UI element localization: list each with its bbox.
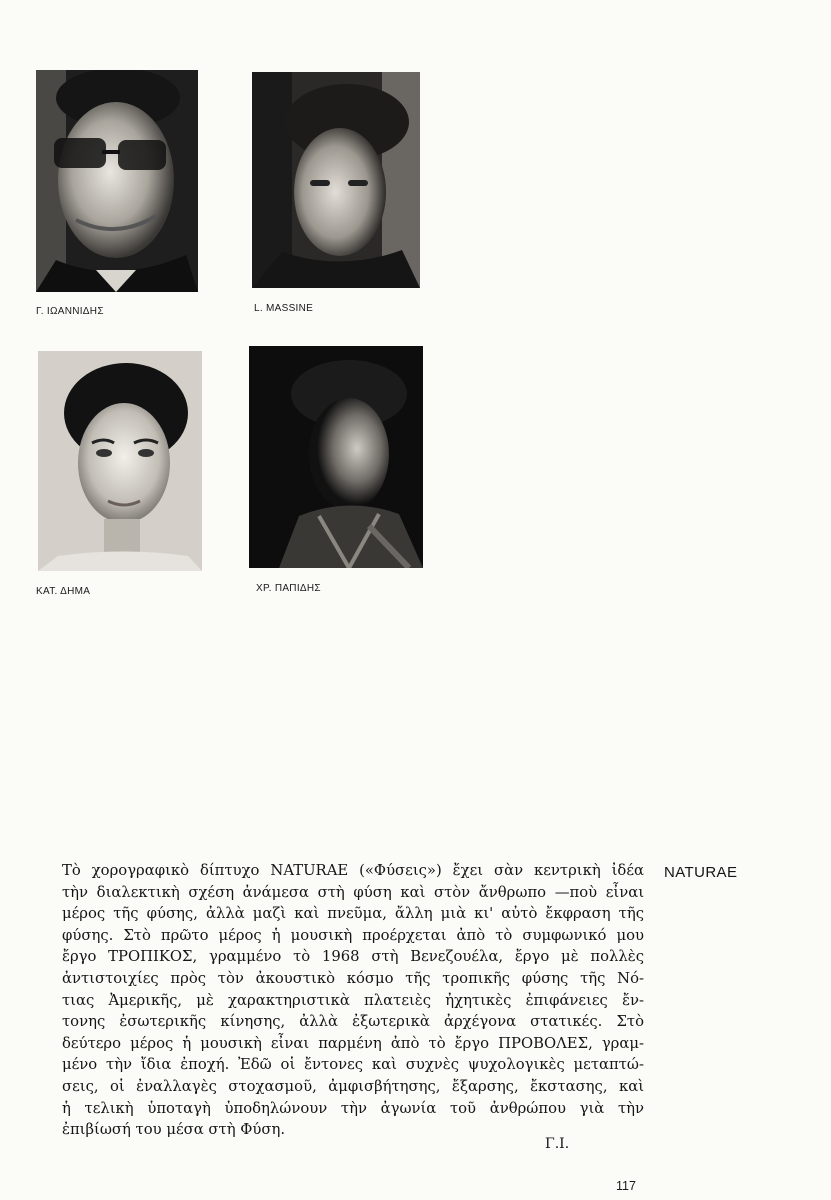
photo-caption: ΚΑΤ. ΔΗΜΑ (36, 586, 91, 597)
body-line: δεύτερο μέρος ἡ μουσικὴ εἶναι παρμένη ἀπὸ τὸ ἔργο ΠΡΟΒΟΛΕΣ, γραμ- (62, 1034, 644, 1052)
body-line: τὴν διαλεκτικὴ σχέση ἀνάμεσα στὴ φύση καὶ στὸν ἄνθρωπο —ποὺ εἶναι (62, 883, 644, 901)
portrait-photo-papidis (249, 346, 423, 568)
body-line: ἀντιστοιχίες πρὸς τὸν ἀκουστικὸ κόσμο τῆς τροπικῆς φύσης τῆς Νό- (62, 969, 644, 987)
body-line: τιας Ἀμερικῆς, μὲ χαρακτηριστικὰ πλατειὲς ἠχητικὲς ἐπιφάνειες ἔν- (62, 991, 644, 1009)
body-line: ἔργο ΤΡΟΠΙΚΟΣ, γραμμένο τὸ 1968 στὴ Βενεζουέλα, ἔργο μὲ πολλὲς (62, 948, 644, 966)
body-line: φύσης. Στὸ πρῶτο μέρος ἡ μουσικὴ προέρχεται ἀπὸ τὸ συμφωνικό μου (62, 926, 644, 944)
body-line: μένο τὴν ἴδια ἐποχή. Ἐδῶ οἱ ἔντονες καὶ συχνὲς ψυχολογικὲς μεταπτώ- (62, 1056, 644, 1074)
body-line: Τὸ χορογραφικὸ δίπτυχο NATURAE («Φύσεις») ἔχει σὰν κεντρικὴ ἰδέα (62, 862, 644, 879)
body-line: σεις, οἱ ἐναλλαγὲς στοχασμοῦ, ἀμφισβήτησης, ἔξαρσης, ἔκστασης, καὶ (62, 1077, 644, 1095)
portrait-photo-massine (252, 72, 420, 288)
side-title: NATURAE (664, 864, 738, 881)
body-line: τονης ἐσωτερικῆς κίνησης, ἀλλὰ ἐξωτερικὰ ἀρχέγονα στατικές. Στὸ (62, 1013, 644, 1031)
signature-initials: Γ.Ι. (545, 1136, 570, 1152)
body-line: μέρος τῆς φύσης, ἀλλὰ μαζὶ καὶ πνεῦμα, ἄλλη μιὰ κι' αὐτὸ ἔκφραση τῆς (62, 905, 644, 923)
photo-caption: L. MASSINE (254, 303, 314, 314)
photo-caption: Γ. ΙΩΑΝΝΙΔΗΣ (36, 306, 104, 317)
page-number: 117 (616, 1179, 636, 1193)
portrait-photo-dima (38, 351, 202, 571)
portrait-photo-ioannidis (36, 70, 198, 292)
body-line: ἡ τελικὴ ὑποταγὴ ὑποδηλώνουν τὴν ἀγωνία τοῦ ἀνθρώπου γιὰ τὴν (62, 1099, 644, 1117)
article-body (62, 860, 644, 1141)
body-line: ἐπιβίωσή του μέσα στὴ Φύση. (62, 1121, 286, 1139)
photo-caption: ΧΡ. ΠΑΠΙΔΗΣ (256, 583, 321, 594)
